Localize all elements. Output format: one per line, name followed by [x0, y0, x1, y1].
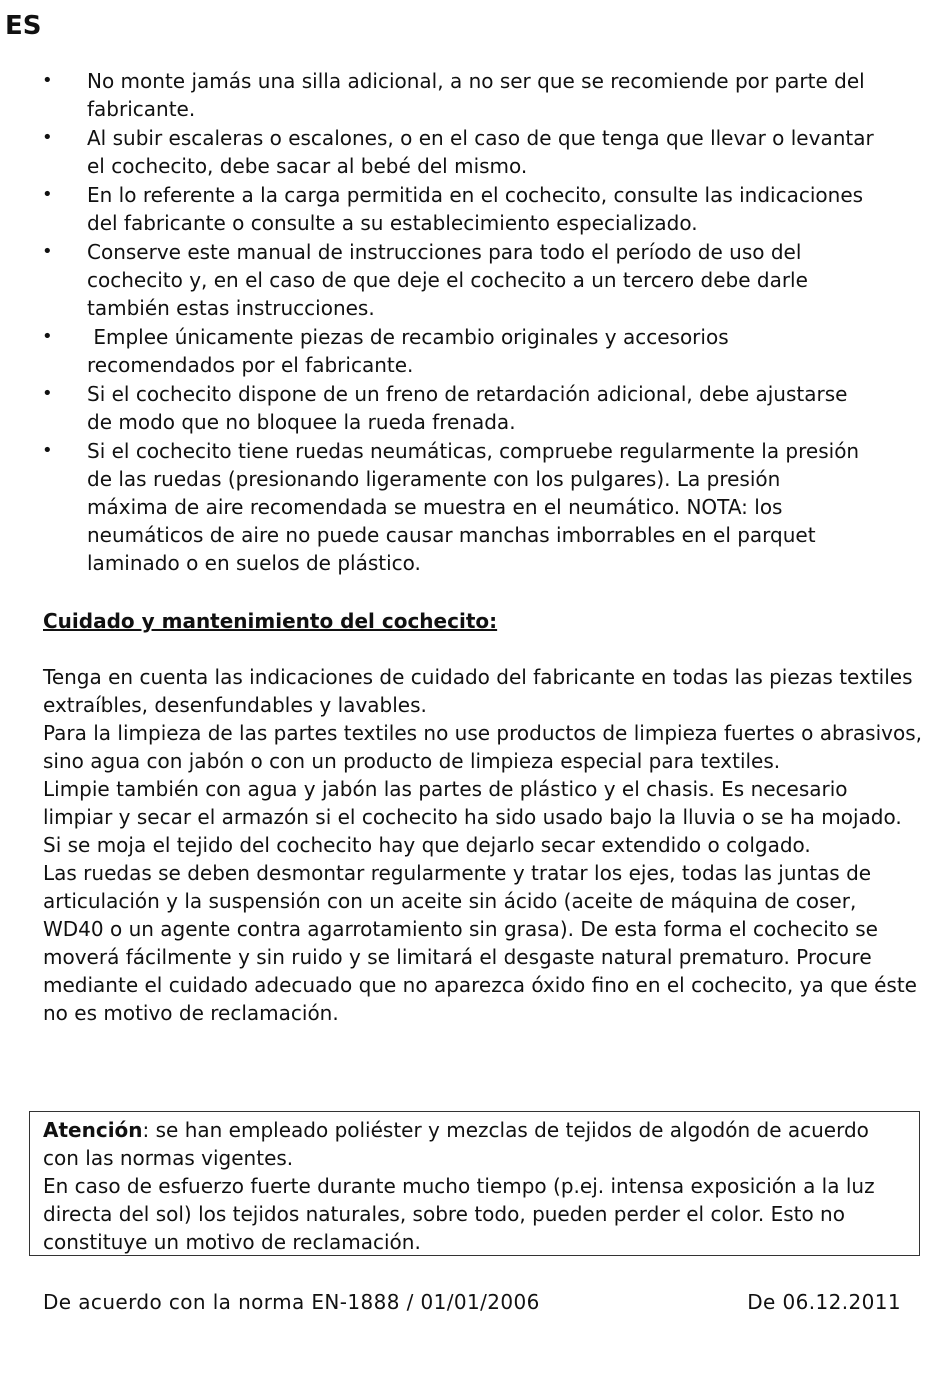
bullet-icon: •	[42, 383, 53, 404]
document-date: De 06.12.2011	[747, 1290, 901, 1314]
care-paragraph: Las ruedas se deben desmontar regularmente y tratar los ejes, todas las juntas de articulación y la suspensión con un aceite sin ácido (aceite de máquina de coser, WD40 o un agente contra agarrotamiento sin grasa). De esta forma el cochecito se moverá fácilmente y sin ruido y se limitará el desgaste natural prematuro. Procure mediante el cuidado adecuado que no aparezca óxido fino en el cochecito, ya que éste no es motivo de reclamación.	[43, 861, 917, 1025]
care-section-title: Cuidado y mantenimiento del cochecito:	[43, 609, 498, 633]
safety-bullet-list	[42, 67, 917, 578]
norm-reference: De acuerdo con la norma EN-1888 / 01/01/2006	[43, 1290, 540, 1314]
list-item	[42, 238, 917, 322]
list-item-text: Si el cochecito tiene ruedas neumáticas, compruebe regularmente la presión de las ruedas (presionando ligeramente con los pulgares). La presión máxima de aire recomendada se muestra en el neumático. NOTA: los neumáticos de aire no puede causar manchas imborrables en el parquet laminado o en suelos de plástico.	[87, 439, 860, 575]
list-item	[42, 437, 917, 577]
list-item	[42, 124, 917, 180]
list-item	[42, 67, 917, 123]
list-item-text: Si el cochecito dispone de un freno de retardación adicional, debe ajustarse de modo que no bloquee la rueda frenada.	[87, 382, 848, 434]
attention-label: Atención	[43, 1118, 143, 1142]
care-paragraph: Tenga en cuenta las indicaciones de cuidado del fabricante en todas las piezas textiles extraíbles, desenfundables y lavables.	[43, 665, 913, 717]
care-paragraph: Limpie también con agua y jabón las partes de plástico y el chasis. Es necesario limpiar y secar el armazón si el cochecito ha sido usado bajo la lluvia o se ha mojado. Si se moja el tejido del cochecito hay que dejarlo secar extendido o colgado.	[43, 777, 902, 857]
list-item-text: No monte jamás una silla adicional, a no ser que se recomiende por parte del fabricante.	[87, 69, 865, 121]
footer	[43, 1288, 901, 1316]
language-tag: ES	[5, 11, 42, 41]
list-item-text: Conserve este manual de instrucciones para todo el período de uso del cochecito y, en el caso de que deje el cochecito a un tercero debe darle también estas instrucciones.	[87, 240, 808, 320]
bullet-icon: •	[42, 326, 53, 347]
bullet-icon: •	[42, 127, 53, 148]
list-item-text: En lo referente a la carga permitida en el cochecito, consulte las indicaciones del fabricante o consulte a su establecimiento especializado.	[87, 183, 864, 235]
bullet-icon: •	[42, 241, 53, 262]
bullet-icon: •	[42, 440, 53, 461]
bullet-icon: •	[42, 184, 53, 205]
list-item	[42, 181, 917, 237]
attention-text: : se han empleado poliéster y mezclas de tejidos de algodón de acuerdo con las normas vigentes.	[43, 1118, 869, 1170]
list-item	[42, 323, 917, 379]
bullet-icon: •	[42, 70, 53, 91]
care-section-body	[43, 663, 923, 1027]
attention-notice-box	[29, 1111, 920, 1256]
care-paragraph: Para la limpieza de las partes textiles no use productos de limpieza fuertes o abrasivos, sino agua con jabón o con un producto de limpieza especial para textiles.	[43, 721, 923, 773]
attention-paragraph-2: En caso de esfuerzo fuerte durante mucho tiempo (p.ej. intensa exposición a la luz directa del sol) los tejidos naturales, sobre todo, pueden perder el color. Esto no constituye un motivo de reclamación.	[43, 1174, 875, 1254]
list-item-text: Emplee únicamente piezas de recambio originales y accesorios recomendados por el fabricante.	[87, 325, 729, 377]
attention-paragraph	[43, 1116, 907, 1172]
list-item	[42, 380, 917, 436]
list-item-text: Al subir escaleras o escalones, o en el caso de que tenga que llevar o levantar el cochecito, debe sacar al bebé del mismo.	[87, 126, 874, 178]
